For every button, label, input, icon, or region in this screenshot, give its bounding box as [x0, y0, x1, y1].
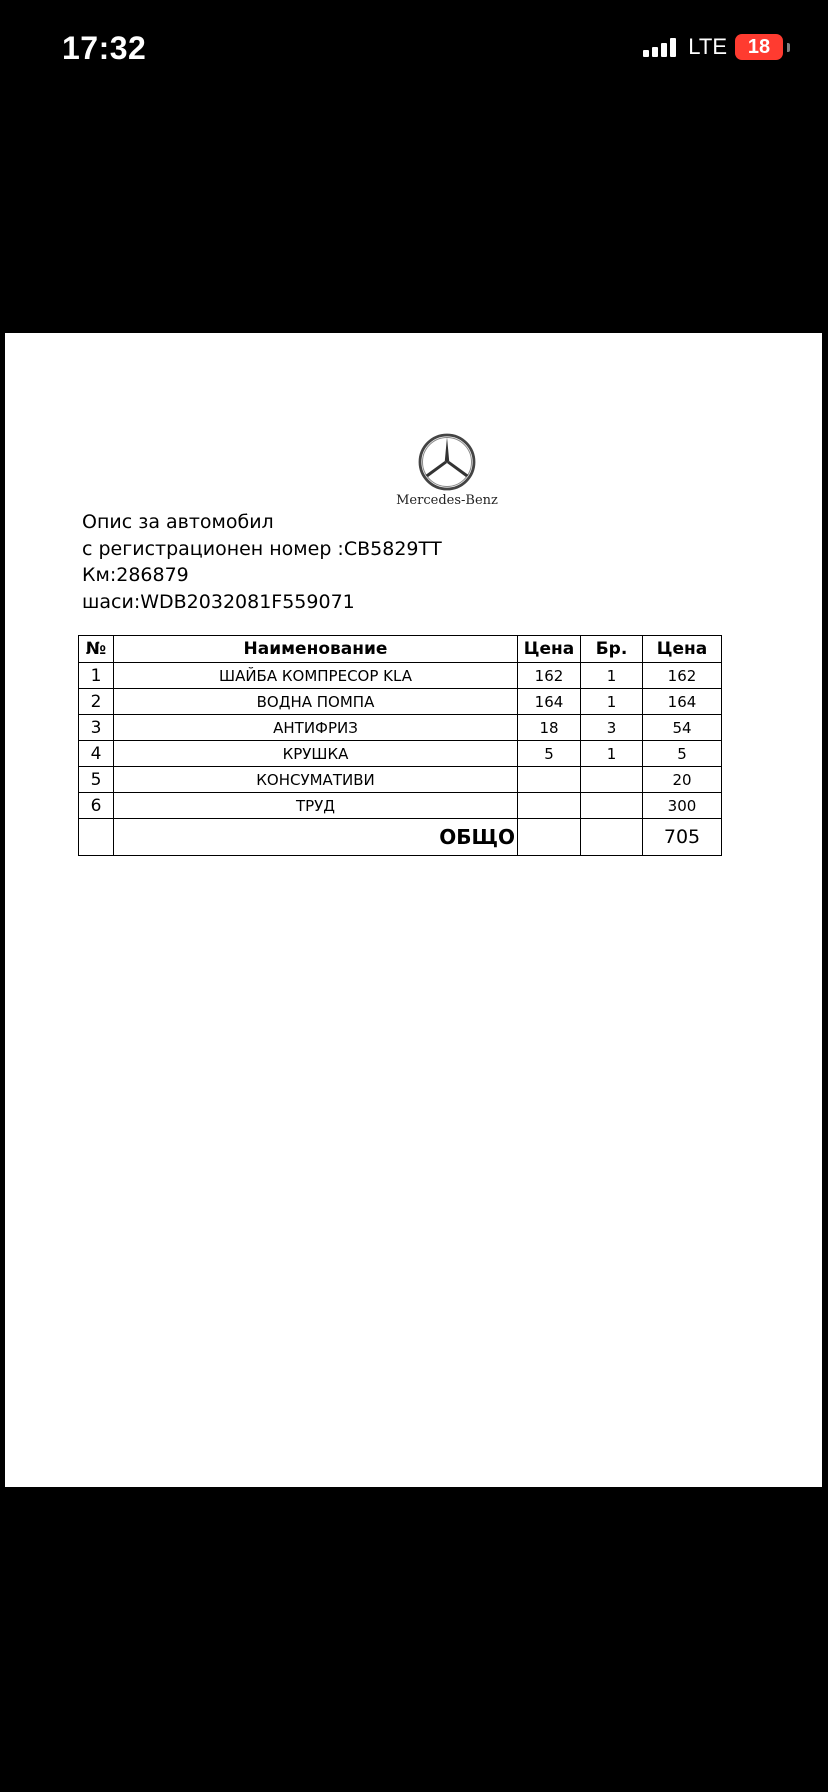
- info-line-chassis: шаси:WDB2032081F559071: [82, 590, 355, 613]
- mercedes-star-icon: [414, 433, 480, 491]
- row-no: 3: [79, 715, 114, 741]
- table-total-row: [79, 819, 722, 856]
- total-label: ОБЩО: [114, 819, 518, 856]
- signal-icon: [643, 37, 676, 57]
- header-no: №: [79, 636, 114, 663]
- row-price: 18: [518, 715, 581, 741]
- total-empty-no: [79, 819, 114, 856]
- row-qty: 1: [581, 741, 643, 767]
- row-qty: 1: [581, 663, 643, 689]
- info-line-title: Опис за автомобил: [82, 511, 274, 533]
- row-price: 164: [518, 689, 581, 715]
- document-page: [5, 333, 822, 1487]
- row-qty: [581, 793, 643, 819]
- total-empty-qty: [581, 819, 643, 856]
- row-no: 2: [79, 689, 114, 715]
- status-bar: [0, 0, 828, 100]
- row-total: 164: [643, 689, 722, 715]
- vehicle-info: [82, 509, 442, 615]
- row-name: ШАЙБА КОМПРЕСОР KLA: [114, 663, 518, 689]
- row-name: КОНСУМАТИВИ: [114, 767, 518, 793]
- row-no: 5: [79, 767, 114, 793]
- row-total: 20: [643, 767, 722, 793]
- row-name: КРУШКА: [114, 741, 518, 767]
- row-name: АНТИФРИЗ: [114, 715, 518, 741]
- row-price: [518, 767, 581, 793]
- row-no: 6: [79, 793, 114, 819]
- row-qty: 3: [581, 715, 643, 741]
- table-row: [79, 715, 722, 741]
- row-name: ВОДНА ПОМПА: [114, 689, 518, 715]
- battery-level: 18: [735, 34, 783, 60]
- row-no: 4: [79, 741, 114, 767]
- row-price: 5: [518, 741, 581, 767]
- table-row: [79, 793, 722, 819]
- header-name: Наименование: [114, 636, 518, 663]
- table-row: [79, 741, 722, 767]
- parts-table: [78, 635, 722, 856]
- table-row: [79, 767, 722, 793]
- header-price: Цена: [518, 636, 581, 663]
- row-name: ТРУД: [114, 793, 518, 819]
- table-row: [79, 663, 722, 689]
- row-qty: 1: [581, 689, 643, 715]
- row-total: 300: [643, 793, 722, 819]
- status-time: 17:32: [62, 30, 147, 66]
- total-value: 705: [643, 819, 722, 856]
- mercedes-logo: [389, 433, 505, 508]
- battery-icon: [735, 34, 790, 60]
- header-total: Цена: [643, 636, 722, 663]
- info-line-registration: с регистрационен номер :СВ5829ТТ: [82, 537, 442, 560]
- row-total: 54: [643, 715, 722, 741]
- row-price: [518, 793, 581, 819]
- battery-cap: [787, 43, 790, 52]
- logo-text: Mercedes-Benz: [396, 493, 498, 508]
- row-total: 5: [643, 741, 722, 767]
- row-no: 1: [79, 663, 114, 689]
- total-empty-price: [518, 819, 581, 856]
- info-line-km: Км:286879: [82, 564, 189, 586]
- row-price: 162: [518, 663, 581, 689]
- table-header-row: [79, 636, 722, 663]
- row-total: 162: [643, 663, 722, 689]
- network-type: LTE: [688, 34, 727, 59]
- header-qty: Бр.: [581, 636, 643, 663]
- row-qty: [581, 767, 643, 793]
- table-row: [79, 689, 722, 715]
- status-indicators: [643, 34, 790, 60]
